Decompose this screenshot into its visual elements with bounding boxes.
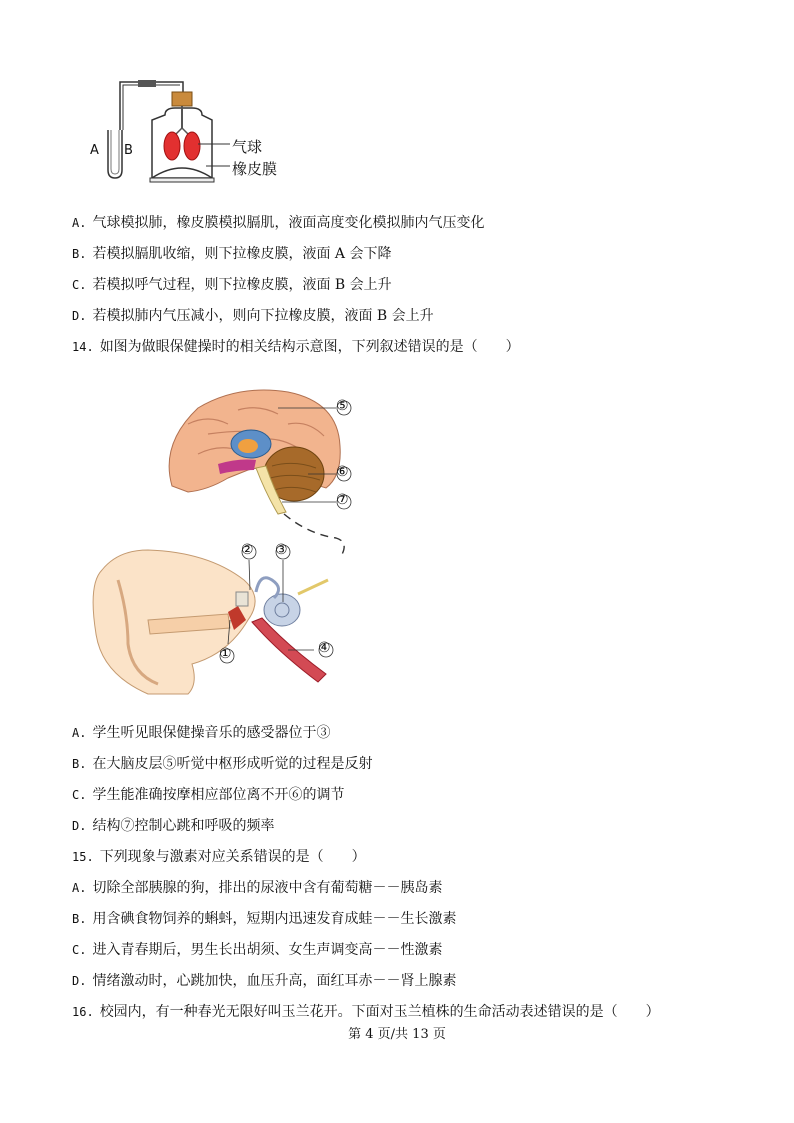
q16-stem: 16. 校园内，有一种春光无限好叫玉兰花开。下面对玉兰植株的生命活动表述错误的是（ ） <box>72 1004 660 1020</box>
q14-option-d: D. 结构⑦控制心跳和呼吸的频率 <box>72 818 275 834</box>
q15-stem: 15. 下列现象与激素对应关系错误的是（ ） <box>72 849 366 865</box>
label-a: A <box>90 143 99 158</box>
label-7: ⑦ <box>336 492 349 508</box>
q13-option-c: C. 若模拟呼气过程，则下拉橡皮膜，液面 B 会上升 <box>72 277 392 293</box>
label-3: ③ <box>275 542 288 558</box>
q15-option-c: C. 进入青春期后，男生长出胡须、女生声调变高－－性激素 <box>72 942 443 958</box>
q13-option-b: B. 若模拟膈肌收缩，则下拉橡皮膜，液面 A 会下降 <box>72 246 392 262</box>
label-b: B <box>124 143 133 158</box>
q14-option-a: A. 学生听见眼保健操音乐的感受器位于③ <box>72 725 331 741</box>
label-2: ② <box>241 542 254 558</box>
label-balloon: 气球 <box>232 138 263 156</box>
label-6: ⑥ <box>336 464 349 480</box>
label-5: ⑤ <box>336 398 349 414</box>
page-footer: 第 4 页/共 13 页 <box>348 1027 446 1042</box>
label-1: ① <box>219 646 232 662</box>
q15-option-b: B. 用含碘食物饲养的蝌蚪，短期内迅速发育成蛙－－生长激素 <box>72 911 457 927</box>
q15-option-d: D. 情绪激动时，心跳加快，血压升高，面红耳赤－－肾上腺素 <box>72 973 457 989</box>
label-4: ④ <box>318 640 331 656</box>
q13-option-d: D. 若模拟肺内气压减小，则向下拉橡皮膜，液面 B 会上升 <box>72 308 434 324</box>
q15-option-a: A. 切除全部胰腺的狗，排出的尿液中含有葡萄糖－－胰岛素 <box>72 880 443 896</box>
q14-option-b: B. 在大脑皮层⑤听觉中枢形成听觉的过程是反射 <box>72 756 373 772</box>
label-membrane: 橡皮膜 <box>232 160 278 178</box>
brain-ear-figure <box>88 384 388 702</box>
q14-stem: 14. 如图为做眼保健操时的相关结构示意图，下列叙述错误的是（ ） <box>72 339 520 355</box>
q13-option-a: A. 气球模拟肺，橡皮膜模拟膈肌，液面高度变化模拟肺内气压变化 <box>72 215 485 231</box>
q14-option-c: C. 学生能准确按摩相应部位离不开⑥的调节 <box>72 787 345 803</box>
